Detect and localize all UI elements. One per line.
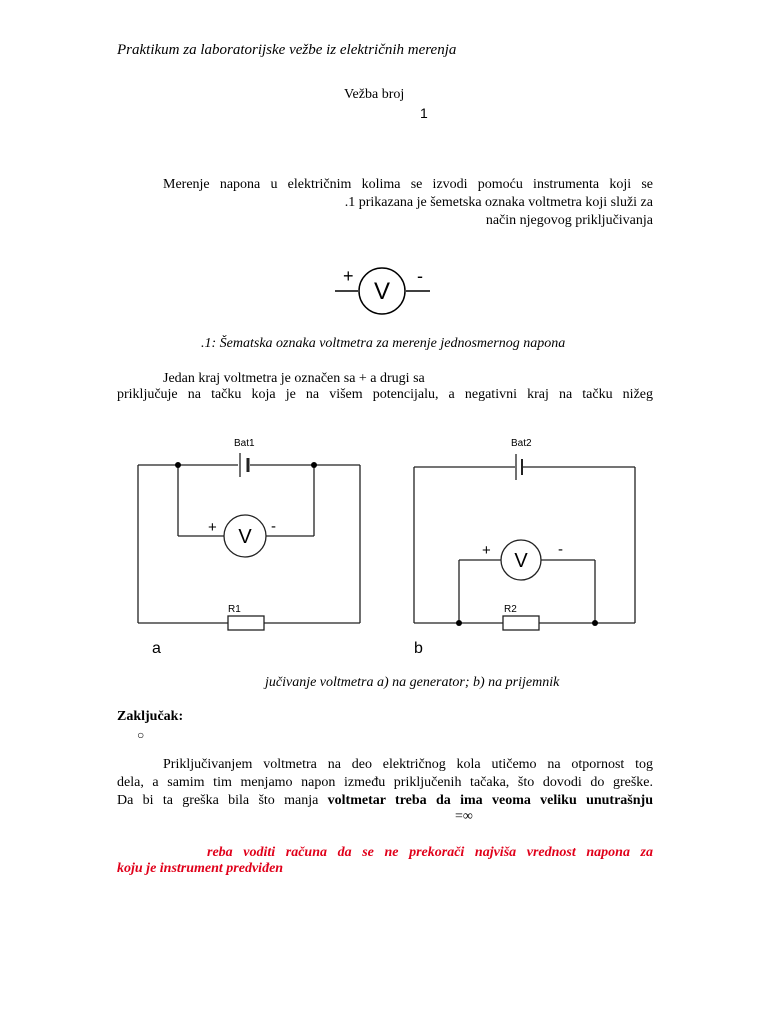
battery-icon (516, 454, 522, 480)
figure2-caption: jučivanje voltmetra a) na generator; b) na prijemnik (265, 675, 560, 690)
voltmeter-symbol-figure (335, 262, 435, 318)
bullet-icon: ○ (137, 728, 145, 742)
paragraph2-line-1: Jedan kraj voltmetra je označen sa + a drugi sa (163, 371, 425, 386)
voltmeter-minus-sign: - (558, 541, 563, 558)
voltmeter-minus-sign: - (271, 518, 276, 535)
voltmeter-plus-sign: + (482, 542, 491, 559)
junction-dot (456, 620, 462, 626)
voltmeter-v-letter: V (373, 278, 391, 305)
voltmeter-plus-sign: + (343, 266, 354, 286)
exercise-number: 1 (420, 105, 428, 121)
conclusion-line-2: dela, a samim tim menjamo napon između priključenih tačaka, što dovodi do greške. (117, 775, 653, 790)
circuit-a-diagram (138, 436, 378, 656)
resistor-icon (228, 616, 264, 630)
conclusion-line-1: Priključivanjem voltmetra na deo električnog kola utičemo na otpornost tog (163, 757, 653, 772)
voltmeter-plus-sign: + (208, 519, 217, 536)
paragraph2-line-2: priključuje na tačku koja je na višem potencijalu, a negativni kraj na tačku nižeg (117, 387, 653, 402)
exercise-label: Vežba broj (344, 87, 405, 102)
voltmeter-minus-sign: - (417, 266, 423, 286)
intro-line-2: .1 prikazana je šemetska oznaka voltmetra koji služi za (344, 195, 653, 210)
intro-line-1: Merenje napona u električnim kolima se izvodi pomoću instrumenta koji se (163, 177, 653, 192)
circuit-b-label: b (414, 640, 423, 657)
junction-dot (592, 620, 598, 626)
conclusion-heading: Zaključak: (117, 709, 184, 724)
battery-label: Bat2 (511, 438, 532, 449)
document-header: Praktikum za laboratorijske vežbe iz električnih merenja (117, 42, 457, 58)
intro-line-3: način njegovog priključivanja (485, 213, 653, 228)
warning-line-2: koju je instrument predviđen (117, 861, 284, 876)
voltmeter-v-letter: V (238, 526, 252, 548)
resistor-icon (503, 616, 539, 630)
figure1-caption: .1: Šematska oznaka voltmetra za merenje jednosmernog napona (201, 336, 566, 351)
circuit-a-label: a (152, 640, 161, 657)
conclusion-line-3 (117, 793, 653, 809)
resistor-label: R1 (228, 604, 241, 615)
conclusion-line-3-bold: voltmetar treba da ima veoma veliku unutrašnju (327, 793, 653, 808)
junction-dot (175, 462, 181, 468)
circuit-b-diagram (414, 436, 654, 656)
junction-dot (311, 462, 317, 468)
warning-line-1: reba voditi računa da se ne prekorači najviša vrednost napona za (207, 845, 653, 860)
battery-label: Bat1 (234, 438, 255, 449)
voltmeter-v-letter: V (514, 550, 528, 572)
resistor-label: R2 (504, 604, 517, 615)
conclusion-line-4: =∞ (455, 809, 473, 824)
conclusion-line-3-normal: Da bi ta greška bila što manja (117, 793, 328, 808)
battery-icon (240, 453, 248, 477)
